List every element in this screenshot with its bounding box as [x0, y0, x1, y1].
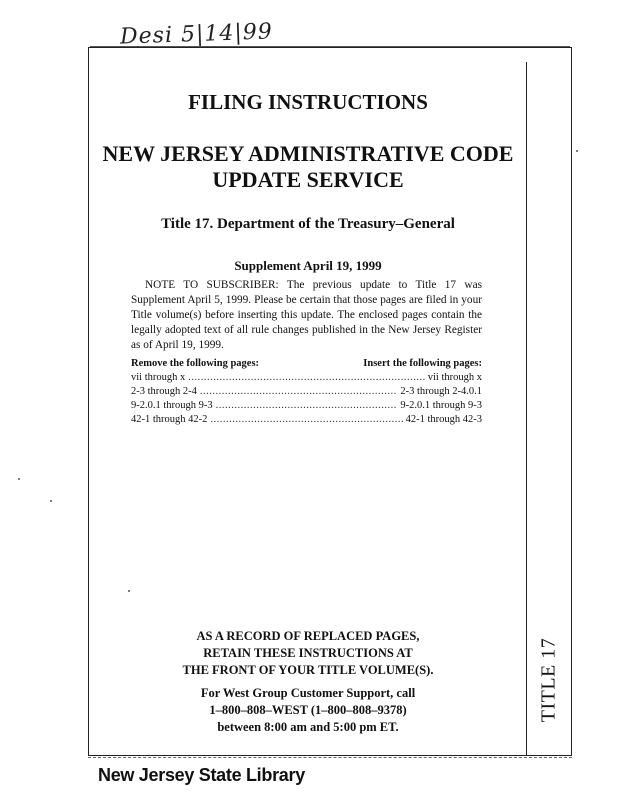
leader-dots — [200, 385, 397, 399]
scan-speck — [50, 500, 52, 502]
page-row — [131, 399, 482, 413]
page-list — [131, 356, 482, 427]
record-line3: THE FRONT OF YOUR TITLE VOLUME(S). — [182, 663, 434, 677]
insert-pages: 42-1 through 42-3 — [405, 414, 482, 425]
page-list-header — [131, 356, 482, 371]
record-notice — [90, 628, 526, 679]
remove-pages: 9-2.0.1 through 9-3 — [131, 400, 213, 411]
subscriber-note — [131, 278, 482, 353]
support-info — [90, 685, 526, 736]
code-title — [90, 141, 526, 193]
support-phone: 1–800–808–WEST (1–800–808–9378) — [209, 703, 407, 717]
insert-pages: 9-2.0.1 through 9-3 — [400, 400, 482, 411]
record-line1: AS A RECORD OF REPLACED PAGES, — [196, 629, 420, 643]
bottom-rule — [88, 757, 572, 758]
page-row — [131, 385, 482, 399]
library-stamp: New Jersey State Library — [98, 765, 305, 785]
insert-pages: 2-3 through 2-4.0.1 — [400, 386, 482, 397]
remove-pages: 2-3 through 2-4 — [131, 386, 197, 397]
code-title-line1: NEW JERSEY ADMINISTRATIVE CODE — [102, 141, 514, 166]
remove-header: Remove the following pages: — [131, 358, 260, 369]
support-line1: For West Group Customer Support, call — [200, 686, 416, 700]
supplement-date: Supplement April 19, 1999 — [234, 258, 382, 273]
remove-pages: vii through x — [131, 372, 186, 383]
scan-speck — [128, 590, 130, 592]
insert-pages: vii through x — [427, 372, 482, 383]
code-title-line2: UPDATE SERVICE — [212, 167, 404, 192]
page-title: FILING INSTRUCTIONS — [188, 90, 428, 114]
leader-dots — [188, 371, 425, 385]
leader-dots — [210, 413, 402, 427]
record-line2: RETAIN THESE INSTRUCTIONS AT — [203, 646, 413, 660]
page-row — [131, 371, 482, 385]
scan-speck — [576, 150, 578, 152]
scan-speck — [18, 478, 20, 480]
title-subtitle: Title 17. Department of the Treasury–General — [161, 216, 455, 232]
note-text: NOTE TO SUBSCRIBER: The previous update to Title 17 was Supplement April 5, 1999. Please be certain that those pages are filed in your Title volume(s) before inserting this update. The enclosed pages contain the legally adopted text of all rule changes published in the New Jersey Register as of April 19, 1999. — [131, 279, 482, 351]
tab-label: TITLE 17 — [537, 637, 560, 723]
page-row — [131, 413, 482, 427]
remove-pages: 42-1 through 42-2 — [131, 414, 208, 425]
insert-header: Insert the following pages: — [363, 358, 482, 369]
support-hours: between 8:00 am and 5:00 pm ET. — [217, 720, 399, 734]
handwritten-annotation: Desi 5|14|99 — [119, 19, 274, 50]
leader-dots — [216, 399, 398, 413]
